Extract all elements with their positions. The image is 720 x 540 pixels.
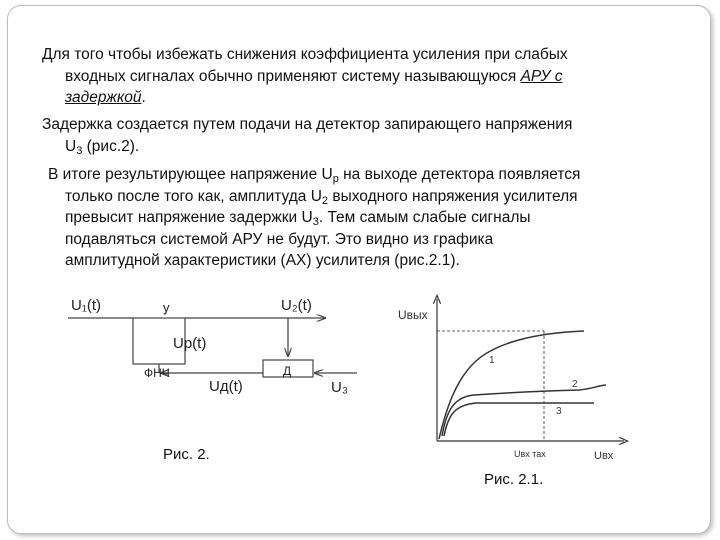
p2-sub: 3 xyxy=(76,144,83,157)
p1-end: . xyxy=(141,89,146,106)
aru-link-part2[interactable]: задержкой xyxy=(65,89,142,106)
curve-3 xyxy=(444,403,594,436)
label-curve-3: 3 xyxy=(556,406,562,417)
label-ur: Uр(t) xyxy=(173,335,207,352)
p3-line3a: превысит напряжение задержки U xyxy=(65,209,313,226)
slide xyxy=(7,5,711,534)
label-u1: U₁(t) xyxy=(71,297,102,314)
paragraph-delay xyxy=(42,114,682,157)
p1-line1: Для того чтобы избежать снижения коэффициента усиления при слабых xyxy=(42,46,568,63)
curve-1 xyxy=(439,331,584,439)
p3-line4: подавляться системой АРУ не будут. Это видно из графика xyxy=(65,230,494,248)
p1-line2: входных сигналах обычно применяют систему называющуюся xyxy=(65,67,521,85)
p3-line3b: . Тем самым слабые сигналы xyxy=(318,209,531,226)
p2-end: (рис.2). xyxy=(82,137,140,155)
label-uvx: Uвх xyxy=(594,450,614,462)
label-u2: U₂(t) xyxy=(281,297,312,314)
p3-line2a: только после того как, амплитуда U xyxy=(65,187,322,205)
p3-line2-sub: 2 xyxy=(321,194,329,207)
label-fnch: ФНЧ xyxy=(144,366,170,380)
paragraph-aru-intro xyxy=(42,44,682,109)
amplitude-characteristic-graph xyxy=(384,291,634,466)
p2-u: U xyxy=(65,137,77,155)
label-curve-2: 2 xyxy=(572,379,578,390)
label-ud: Uд(t) xyxy=(209,378,243,395)
curve-2 xyxy=(442,385,606,436)
label-uvx-max: Uвх тах xyxy=(514,449,546,459)
caption-fig21: Рис. 2.1. xyxy=(484,471,544,488)
label-u3: U₃ xyxy=(331,379,348,396)
aru-link-part1[interactable]: АРУ с xyxy=(520,67,563,85)
paragraph-result xyxy=(42,164,682,272)
p3-line1b: на выходе детектора появляется xyxy=(338,166,581,183)
p2-line1: Задержка создается путем подачи на детектор запирающего напряжения xyxy=(42,116,573,133)
p3-line3-sub: 3 xyxy=(312,216,319,228)
p3-line1-sub: р xyxy=(332,173,339,185)
label-y: у xyxy=(163,300,170,315)
p3-line2b: выходного напряжения усилителя xyxy=(328,187,578,205)
label-curve-1: 1 xyxy=(489,355,495,366)
label-d: Д xyxy=(283,364,292,378)
block-diagram xyxy=(63,286,363,401)
p3-line1a: В итоге результирующее напряжение U xyxy=(48,166,333,183)
p3-line5: амплитудной характеристики (АХ) усилителя (рис.2.1). xyxy=(65,252,460,269)
caption-fig2: Рис. 2. xyxy=(163,446,210,463)
label-uvyx: Uвых xyxy=(398,308,428,322)
